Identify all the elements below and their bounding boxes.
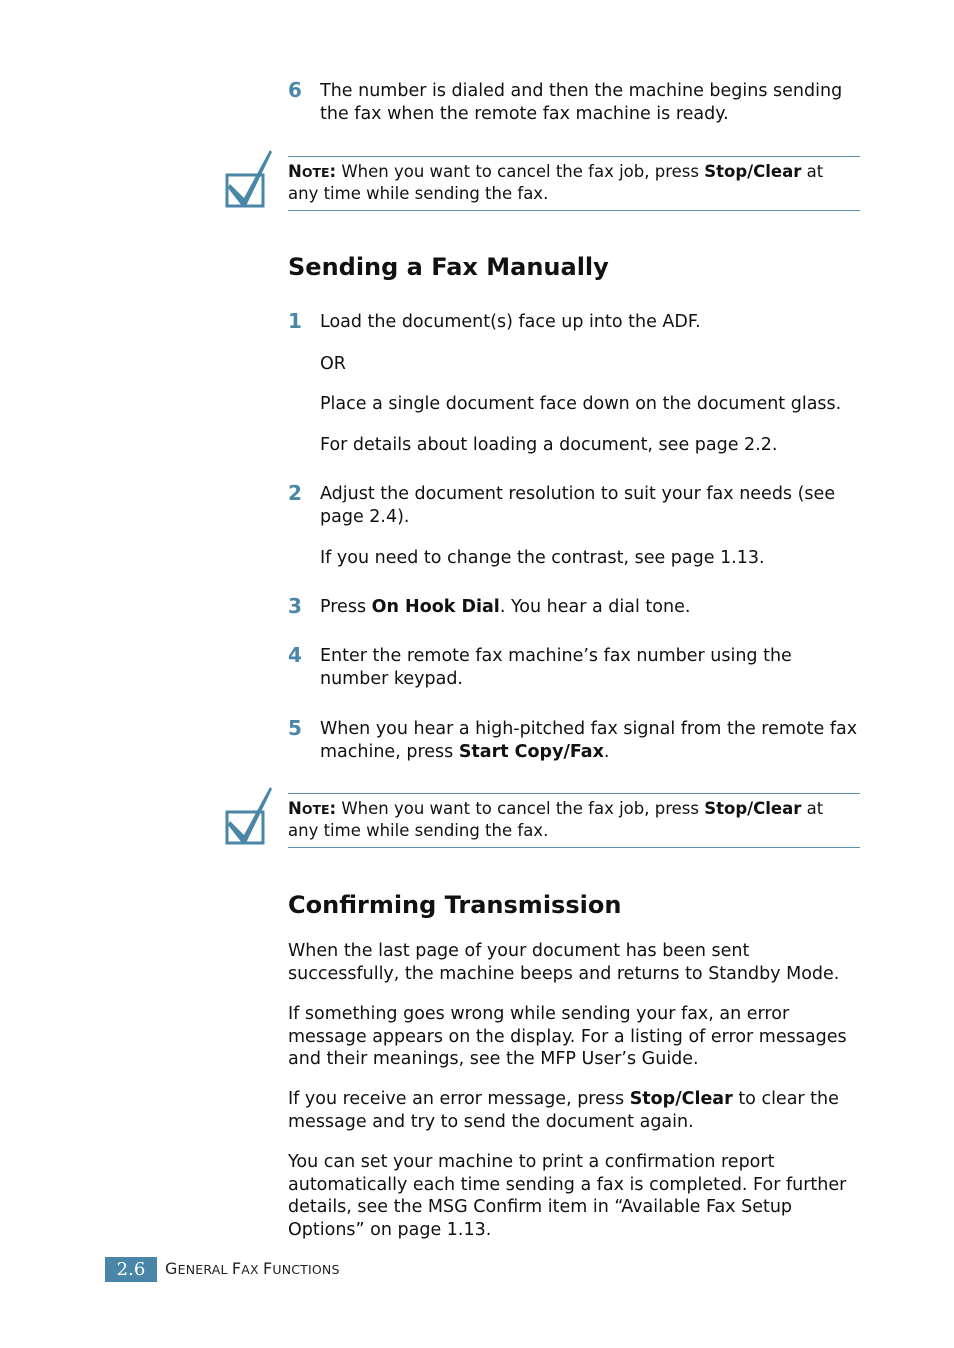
chapter-title: GENERAL FAX FUNCTIONS (165, 1259, 340, 1278)
step-number: 3 (288, 594, 302, 618)
paragraph: If you receive an error message, press Stop/Clear to clear the message and try to send the document again. (288, 1089, 839, 1132)
paragraph: If something goes wrong while sending your fax, an error message appears on the display. For a listing of error messages and their meanings, see the MFP User’s Guide. (288, 1004, 847, 1069)
checkbox-check-icon (222, 783, 276, 847)
step-text: Load the document(s) face up into the ADF. (320, 312, 701, 332)
note-label: NOTE: (288, 799, 337, 818)
step-text: When you hear a high-pitched fax signal from the remote fax machine, press Start Copy/Fax. (320, 719, 858, 762)
step-text: Enter the remote fax machine’s fax number using the number keypad. (320, 646, 792, 689)
note-box: NOTE: When you want to cancel the fax job, press Stop/Clear at any time while sending the fax. (288, 156, 860, 211)
step-text: If you need to change the contrast, see page 1.13. (320, 548, 765, 568)
step-number: 1 (288, 309, 302, 333)
step-text: Press On Hook Dial. You hear a dial tone. (320, 597, 691, 617)
step-text: For details about loading a document, see page 2.2. (320, 435, 778, 455)
step-number: 5 (288, 716, 302, 740)
step-text: Place a single document face down on the document glass. (320, 394, 842, 414)
step-text: Adjust the document resolution to suit your fax needs (see page 2.4). (320, 484, 836, 527)
step-text: OR (320, 354, 346, 374)
step-number: 6 (288, 78, 302, 102)
step-number: 4 (288, 643, 302, 667)
checkbox-check-icon (222, 146, 276, 210)
note-label: NOTE: (288, 162, 337, 181)
section-heading: Confirming Transmission (288, 891, 622, 919)
section-heading: Sending a Fax Manually (288, 253, 609, 281)
step-number: 2 (288, 481, 302, 505)
page-number: 2.6 (105, 1257, 157, 1282)
step-text: The number is dialed and then the machine begins sending the fax when the remote fax machine is ready. (320, 81, 843, 124)
note-box: NOTE: When you want to cancel the fax job, press Stop/Clear at any time while sending the fax. (288, 793, 860, 848)
paragraph: When the last page of your document has been sent successfully, the machine beeps and returns to Standby Mode. (288, 941, 840, 984)
paragraph: You can set your machine to print a confirmation report automatically each time sending a fax is completed. For further details, see the MSG Confirm item in “Available Fax Setup Options” on page 1.13. (288, 1152, 847, 1240)
